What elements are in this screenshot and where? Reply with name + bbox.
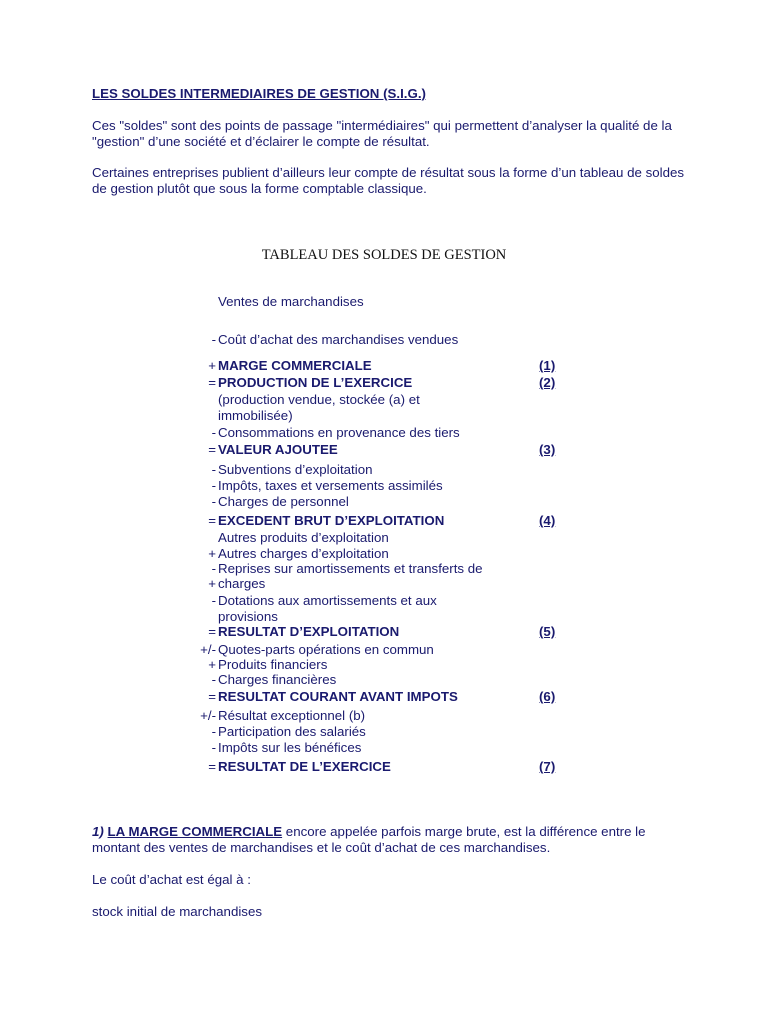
- second-paragraph: Certaines entreprises publient d’ailleurs leur compte de résultat sous la forme d’un tableau de soldes de gestion plutôt que sous la forme comptable classique.: [92, 165, 685, 196]
- row-label-resultat-courant: RESULTAT COURANT AVANT IMPOTS: [218, 689, 458, 704]
- row-sign: =: [208, 759, 216, 774]
- row-ref-link[interactable]: (7): [539, 759, 556, 774]
- row-sign: +/-: [200, 708, 216, 723]
- row-label: Coût d’achat des marchandises vendues: [218, 332, 459, 347]
- row-sign: +/-: [200, 642, 216, 657]
- row-label: Impôts, taxes et versements assimilés: [218, 478, 443, 493]
- section-text: encore appelée parfois marge brute, est la différence entre le montant des ventes de marchandises et le coût d’achat de ces marchandises.: [92, 824, 646, 855]
- row-sign: +: [208, 576, 216, 591]
- row-sign: -: [211, 494, 216, 509]
- row-ref-link[interactable]: (5): [539, 624, 556, 639]
- row-sign: -: [211, 672, 216, 687]
- row-label: Participation des salariés: [218, 724, 366, 739]
- row-label: (production vendue, stockée (a) et immobilisée): [218, 392, 420, 423]
- row-sign: +: [208, 546, 216, 561]
- row-ref-link[interactable]: (2): [539, 375, 556, 390]
- row-label-production: PRODUCTION DE L’EXERCICE: [218, 375, 413, 390]
- row-label: Ventes de marchandises: [218, 294, 364, 309]
- row-label: Charges financières: [218, 672, 337, 687]
- row-label: Charges de personnel: [218, 494, 349, 509]
- row-label-marge-commerciale: MARGE COMMERCIALE: [218, 358, 372, 373]
- row-label: Subventions d’exploitation: [218, 462, 373, 477]
- row-label: Autres charges d’exploitation: [218, 546, 389, 561]
- document-title: LES SOLDES INTERMEDIAIRES DE GESTION (S.I.G.): [92, 86, 426, 101]
- row-sign: =: [208, 513, 216, 528]
- cost-intro: Le coût d’achat est égal à :: [92, 872, 251, 887]
- row-ref-link[interactable]: (1): [539, 358, 556, 373]
- row-ref-link[interactable]: (3): [539, 442, 556, 457]
- row-sign: =: [208, 689, 216, 704]
- row-sign: +: [208, 358, 216, 373]
- row-sign: =: [208, 624, 216, 639]
- intro-paragraph: Ces "soldes" sont des points de passage "intermédiaires" qui permettent d’analyser la qualité de la "gestion" d’une société et d’éclairer le compte de résultat.: [92, 118, 672, 149]
- row-sign: +: [208, 657, 216, 672]
- row-sign: -: [211, 561, 216, 576]
- row-label-valeur-ajoutee: VALEUR AJOUTEE: [218, 442, 338, 457]
- table-title: TABLEAU DES SOLDES DE GESTION: [261, 247, 507, 263]
- section-number: 1): [92, 824, 104, 839]
- row-label: Résultat exceptionnel (b): [218, 708, 366, 723]
- row-sign: -: [211, 462, 216, 477]
- row-sign: -: [211, 478, 216, 493]
- row-label-ebe: EXCEDENT BRUT D’EXPLOITATION: [218, 513, 445, 528]
- row-label-resultat-exercice: RESULTAT DE L’EXERCICE: [218, 759, 391, 774]
- row-label: Autres produits d’exploitation: [218, 530, 389, 545]
- section-heading: LA MARGE COMMERCIALE: [107, 824, 283, 839]
- row-label: Consommations en provenance des tiers: [218, 425, 460, 440]
- row-sign: -: [211, 593, 216, 608]
- section-marge-commerciale: [92, 824, 682, 856]
- row-label: Produits financiers: [218, 657, 328, 672]
- row-sign: -: [211, 724, 216, 739]
- cost-item: stock initial de marchandises: [92, 904, 262, 919]
- row-label: Dotations aux amortissements et aux provisions: [218, 593, 437, 624]
- row-label: Reprises sur amortissements et transferts de: [218, 561, 483, 576]
- row-sign: -: [211, 425, 216, 440]
- row-ref-link[interactable]: (6): [539, 689, 556, 704]
- row-sign: =: [208, 375, 216, 390]
- row-ref-link[interactable]: (4): [539, 513, 556, 528]
- row-sign: -: [211, 740, 216, 755]
- row-sign: -: [211, 332, 216, 347]
- row-label: Impôts sur les bénéfices: [218, 740, 362, 755]
- row-sign: =: [208, 442, 216, 457]
- row-label: Quotes-parts opérations en commun: [218, 642, 434, 657]
- row-label: charges: [218, 576, 266, 591]
- row-label-resultat-exploitation: RESULTAT D’EXPLOITATION: [218, 624, 400, 639]
